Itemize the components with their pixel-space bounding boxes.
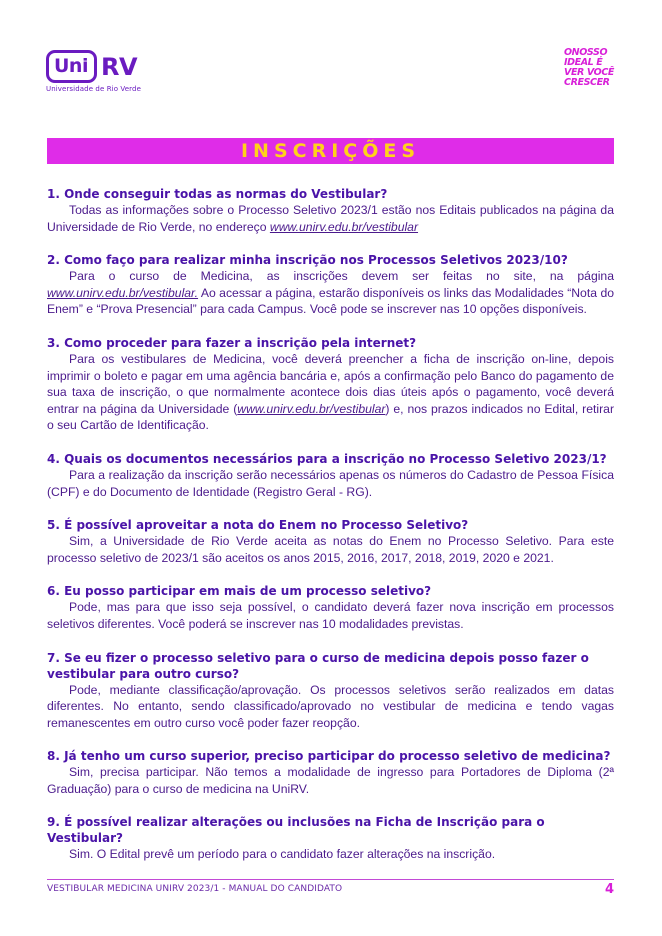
- faq-question: 9. É possível realizar alterações ou inclusões na Ficha de Inscrição para o Vestibular?: [47, 815, 545, 846]
- faq-answer: Pode, mediante classificação/aprovação. Os processos seletivos serão realizados em datas diferentes. No entanto, sendo classificado/aprovado no vestibular de medicina e tendo vagas remanescentes em outro curso você poder fazer reopção.: [47, 682, 614, 730]
- faq-question: 3. Como proceder para fazer a inscrição pela internet?: [47, 335, 417, 350]
- faq-item: [47, 517, 614, 566]
- footer-divider: [47, 879, 614, 880]
- slogan-line: ONOSSO: [564, 47, 608, 58]
- faq-answer: Pode, mas para que isso seja possível, o candidato deverá fazer nova inscrição em processos seletivos diferentes. Você poderá se inscrever nas 10 modalidades previstas.: [47, 600, 614, 631]
- unirv-logo: [46, 50, 141, 93]
- faq-question: 1. Onde conseguir todas as normas do Vestibular?: [47, 187, 388, 201]
- faq-item: [47, 814, 614, 863]
- faq-answer: Para a realização da inscrição serão necessários apenas os números do Cadastro de Pessoa Física (CPF) e do Documento de Identidade (Registro Geral - RG).: [47, 467, 614, 499]
- slogan: [564, 48, 616, 88]
- faq-list: [47, 186, 614, 880]
- vestibular-link[interactable]: www.unirv.edu.br/vestibular: [237, 401, 386, 416]
- faq-question: 2. Como faço para realizar minha inscrição nos Processos Seletivos 2023/10?: [47, 253, 568, 268]
- vestibular-link[interactable]: www.unirv.edu.br/vestibular.: [47, 285, 199, 300]
- faq-answer: Para os vestibulares de Medicina, você deverá preencher a ficha de inscrição on-line, depois imprimir o boleto e pagar em uma agência bancária e, após a confirmação pelo Banco do pagamento de sua taxa de inscrição, o que normalmente acontece dois dias úteis após o pagamento, você deverá entrar na página da Universidade (www.unirv.edu.br/vestibular) e, nos prazos indicados no Edital, retirar o seu Cartão de Identificação.: [47, 351, 614, 433]
- faq-item: [47, 451, 614, 500]
- faq-item: [47, 335, 614, 434]
- faq-item: [47, 583, 614, 632]
- section-title: INSCRIÇÕES: [240, 140, 421, 162]
- faq-answer: Para o curso de Medicina, as inscrições devem ser feitas no site, na página www.unirv.edu.br/vestibular. Ao acessar a página, estarão disponíveis os links das Modalidades “Nota do Enem” e “Prova Presencial” para cada Campus. Você pode se inscrever nas 10 opções disponíveis.: [47, 269, 614, 317]
- faq-answer: Sim, a Universidade de Rio Verde aceita as notas do Enem no Processo Seletivo. Para este processo seletivo de 2023/1 são aceitos os anos 2015, 2016, 2017, 2018, 2019, 2020 e 2021.: [47, 534, 614, 565]
- faq-item: [47, 252, 614, 318]
- faq-question: 5. É possível aproveitar a nota do Enem no Processo Seletivo?: [47, 518, 469, 533]
- slogan-line: IDEAL É: [564, 57, 603, 68]
- faq-question: 4. Quais os documentos necessários para a inscrição no Processo Seletivo 2023/1?: [47, 451, 607, 466]
- logo-rv-text: RV: [100, 52, 138, 81]
- faq-question: 6. Eu posso participar em mais de um processo seletivo?: [47, 584, 432, 599]
- faq-item: [47, 650, 614, 732]
- slogan-line: CRESCER: [564, 77, 610, 88]
- slogan-line: VER VOCÊ: [564, 67, 614, 78]
- page-number: 4: [604, 882, 614, 897]
- section-title-bar: [47, 138, 614, 164]
- vestibular-link[interactable]: www.unirv.edu.br/vestibular: [269, 219, 419, 234]
- faq-answer: Todas as informações sobre o Processo Seletivo 2023/1 estão nos Editais publicados na página da Universidade de Rio Verde, no endereço www.unirv.edu.br/vestibular: [47, 203, 614, 234]
- faq-question: 7. Se eu fizer o processo seletivo para o curso de medicina depois posso fazer o vestibular para outro curso?: [47, 650, 589, 681]
- faq-item: [47, 748, 614, 797]
- logo-subtitle: Universidade de Rio Verde: [46, 85, 141, 93]
- faq-answer: Sim. O Edital prevê um período para o candidato fazer alterações na inscrição.: [69, 847, 496, 862]
- faq-item: [47, 186, 614, 235]
- faq-answer: Sim, precisa participar. Não temos a modalidade de ingresso para Portadores de Diploma (2ª Graduação) para o curso de medicina na UniRV.: [47, 765, 614, 796]
- logo-uni-text: Uni: [46, 50, 97, 83]
- footer-text: VESTIBULAR MEDICINA UNIRV 2023/1 - MANUAL DO CANDIDATO: [47, 884, 343, 894]
- faq-question: 8. Já tenho um curso superior, preciso participar do processo seletivo de medicina?: [47, 749, 611, 764]
